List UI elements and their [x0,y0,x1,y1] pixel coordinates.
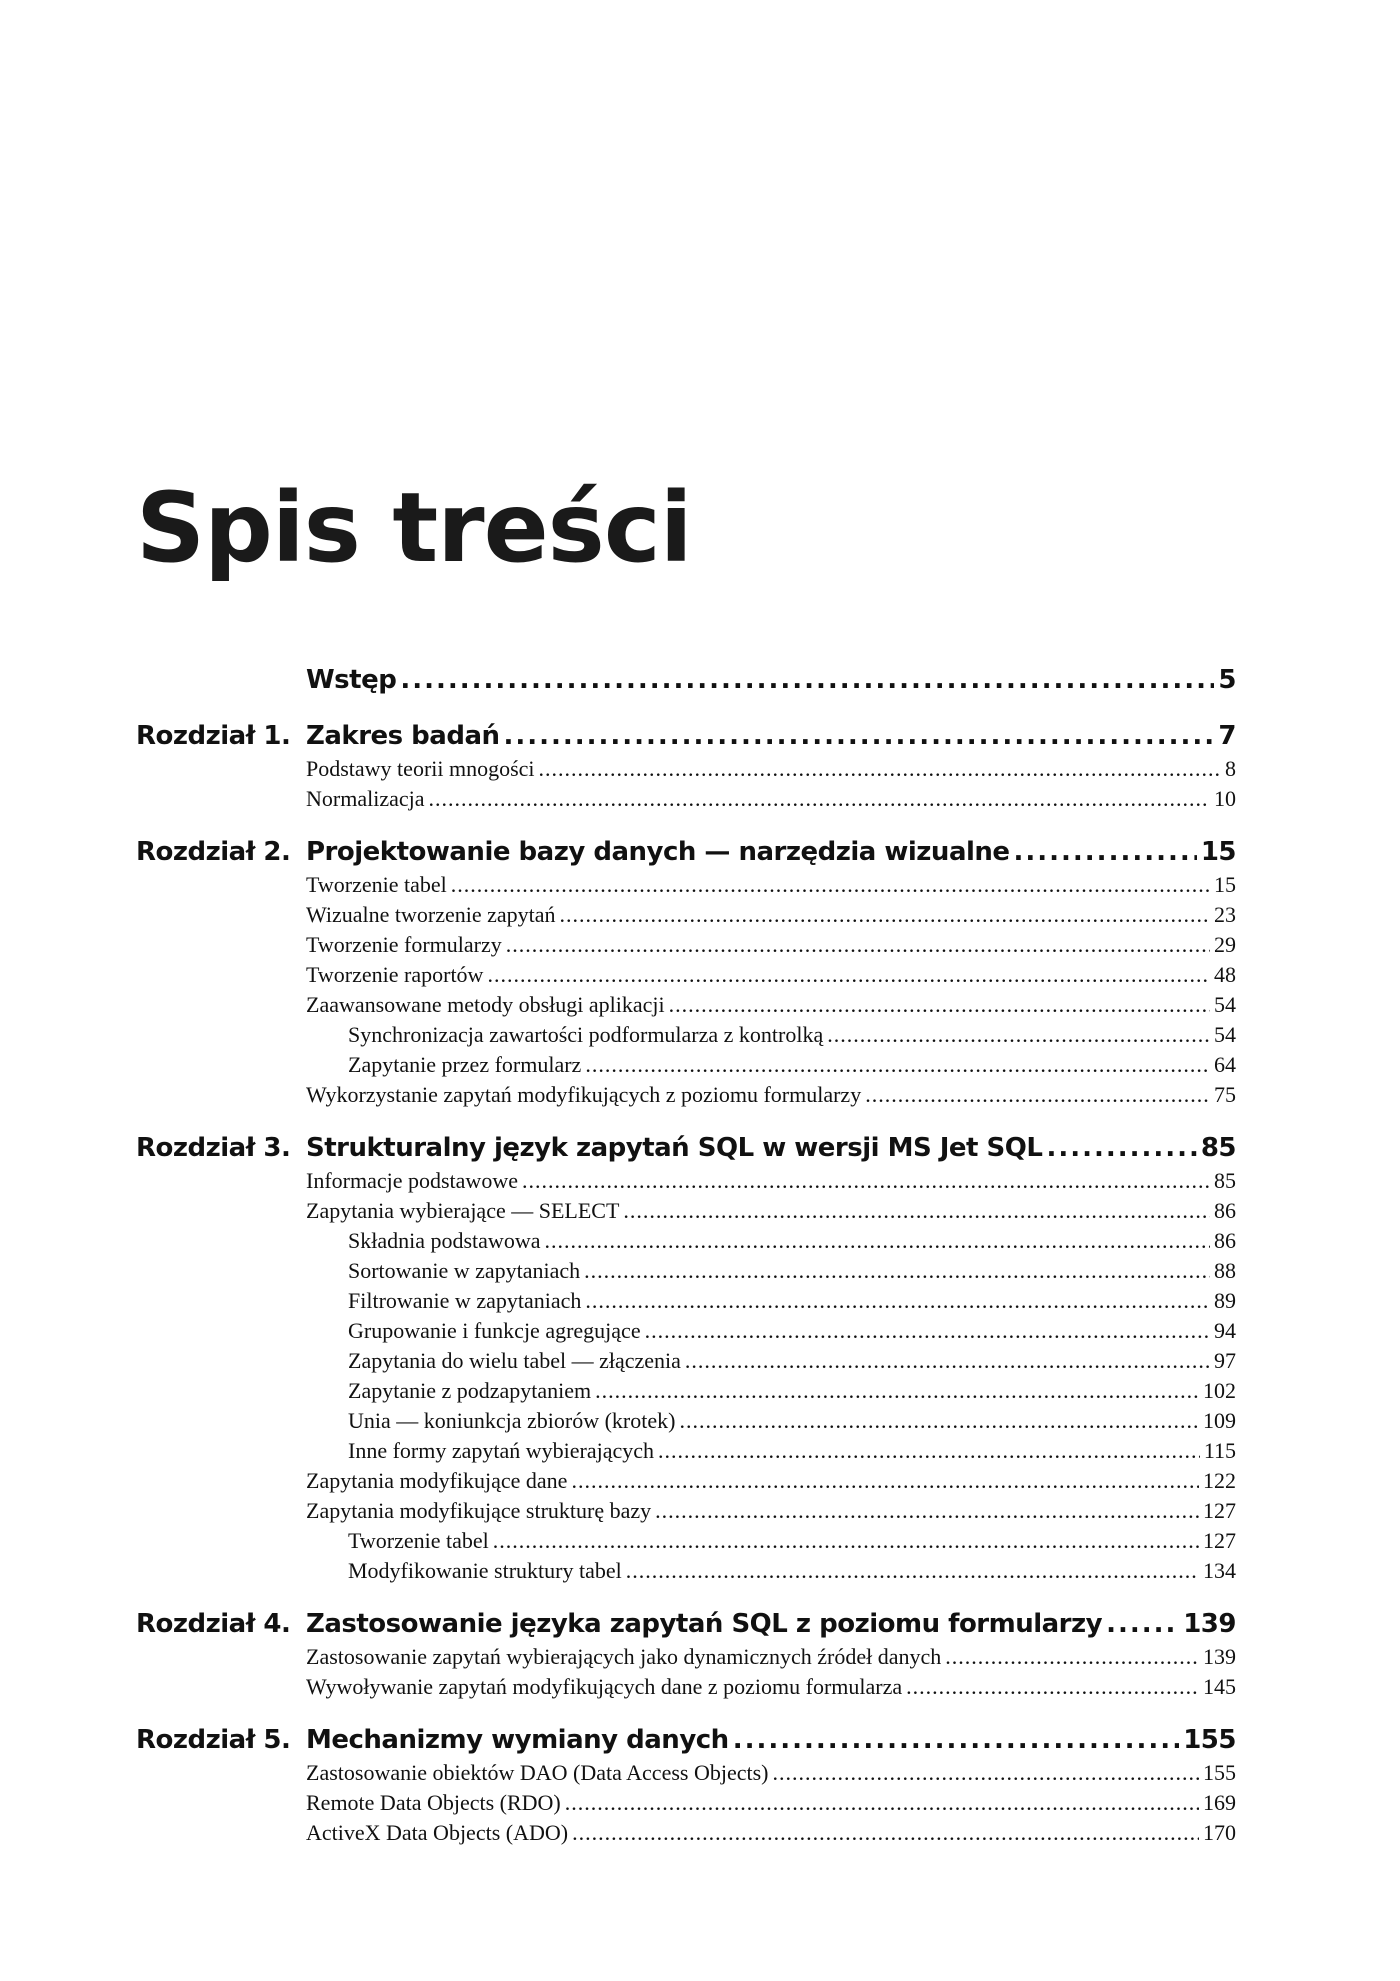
toc-chapter-row[interactable] [136,1606,1236,1642]
leader-dots [585,1050,1210,1080]
entry-text: Tworzenie tabel [348,1528,489,1553]
entry-text: Filtrowanie w zapytaniach [348,1288,582,1313]
entry-page: 145 [1203,1674,1236,1699]
entry-page: 8 [1225,756,1236,781]
chapter-label: Rozdział 2. [136,837,291,867]
chapter-label: Rozdział 1. [136,721,291,751]
chapter-title: Zakres badań [306,721,500,751]
entry-page: 169 [1203,1790,1236,1815]
entry-text: Zaawansowane metody obsługi aplikacji [306,992,665,1017]
toc-entry[interactable] [306,990,1236,1020]
leader-dots [506,930,1210,960]
toc-entry[interactable] [306,784,1236,814]
entry-page: 15 [1214,872,1236,897]
leader-dots [865,1080,1210,1110]
entry-text: Sortowanie w zapytaniach [348,1258,581,1283]
chapter-title: Projektowanie bazy danych — narzędzia wizualne [306,837,1010,867]
entry-text: Remote Data Objects (RDO) [306,1790,561,1815]
toc-entry[interactable] [306,1496,1236,1526]
toc-subentry[interactable] [348,1556,1236,1586]
entry-text: Wizualne tworzenie zapytań [306,902,556,927]
leader-dots [544,1226,1210,1256]
entry-text: Unia — koniunkcja zbiorów (krotek) [348,1408,676,1433]
table-of-contents [0,662,1400,1868]
entry-page: 170 [1203,1820,1236,1845]
leader-dots [595,1376,1199,1406]
entry-text: Grupowanie i funkcje agregujące [348,1318,641,1343]
entry-text: Zapytania do wielu tabel — złączenia [348,1348,681,1373]
leader-dots [623,1196,1210,1226]
entry-page: 85 [1214,1168,1236,1193]
leader-dots [585,1286,1210,1316]
toc-subentry[interactable] [348,1226,1236,1256]
toc-entry[interactable] [306,1758,1236,1788]
entry-page: 86 [1214,1228,1236,1253]
entry-text: Informacje podstawowe [306,1168,518,1193]
toc-entry[interactable] [306,1788,1236,1818]
toc-entry[interactable] [306,1818,1236,1848]
entry-text: Synchronizacja zawartości podformularza z kontrolką [348,1022,824,1047]
entry-text: Składnia podstawowa [348,1228,541,1253]
toc-entry[interactable] [306,1196,1236,1226]
leader-dots [772,1758,1199,1788]
chapter-page: 155 [1183,1725,1236,1755]
toc-chapter-3 [0,1130,1400,1586]
toc-chapter-1 [0,718,1400,814]
chapter-title: Zastosowanie języka zapytań SQL z poziomu formularzy [306,1609,1103,1639]
toc-entry[interactable] [306,1642,1236,1672]
toc-entry[interactable] [306,900,1236,930]
leader-dots [1046,1130,1196,1166]
toc-chapter-row[interactable] [136,1130,1236,1166]
chapter-label: Rozdział 4. [136,1609,291,1639]
leader-dots [906,1672,1199,1702]
toc-chapter-row[interactable] [136,718,1236,754]
entry-page: 10 [1214,786,1236,811]
entry-page: 97 [1214,1348,1236,1373]
entry-text: Zapytania wybierające — SELECT [306,1198,620,1223]
entry-text: Zapytanie przez formularz [348,1052,582,1077]
entry-page: 86 [1214,1198,1236,1223]
chapter-title: Strukturalny język zapytań SQL w wersji MS Jet SQL [306,1133,1043,1163]
toc-chapter-row[interactable] [136,1722,1236,1758]
toc-subentry[interactable] [348,1406,1236,1436]
toc-chapter-row[interactable] [136,834,1236,870]
leader-dots [827,1020,1210,1050]
entry-page: 54 [1214,992,1236,1017]
leader-dots [658,1436,1200,1466]
toc-subentry[interactable] [348,1050,1236,1080]
entry-page: 88 [1214,1258,1236,1283]
chapter-page: 139 [1183,1609,1236,1639]
leader-dots [560,900,1210,930]
page-title: Spis treści [136,472,692,584]
entry-text: Zapytania modyfikujące strukturę bazy [306,1498,652,1523]
toc-entry[interactable] [306,1166,1236,1196]
entry-page: 127 [1203,1498,1236,1523]
toc-entry[interactable] [306,1672,1236,1702]
toc-subentry[interactable] [348,1020,1236,1050]
entry-page: 115 [1203,1438,1236,1463]
entry-page: 122 [1203,1468,1236,1493]
leader-dots [565,1788,1199,1818]
leader-dots [429,784,1211,814]
leader-dots [945,1642,1199,1672]
toc-chapter-2 [0,834,1400,1110]
leader-dots [572,1818,1199,1848]
chapter-label: Rozdział 3. [136,1133,291,1163]
entry-page: 139 [1203,1644,1236,1669]
entry-text: ActiveX Data Objects (ADO) [306,1820,569,1845]
toc-intro [0,662,1400,698]
toc-chapter-4 [0,1606,1400,1702]
leader-dots [451,870,1210,900]
chapter-page: 85 [1200,1133,1236,1163]
chapter-page: 15 [1200,837,1236,867]
leader-dots [733,1722,1180,1758]
toc-entry[interactable] [306,754,1236,784]
entry-page: 48 [1214,962,1236,987]
toc-subentry[interactable] [348,1316,1236,1346]
entry-text: Zapytanie z podzapytaniem [348,1378,592,1403]
chapter-page: 7 [1218,721,1236,751]
toc-chapter-5 [0,1722,1400,1848]
toc-entry[interactable] [306,930,1236,960]
toc-entry[interactable] [306,1080,1236,1110]
leader-dots [1106,1606,1179,1642]
leader-dots [487,960,1210,990]
toc-intro-page: 5 [1218,665,1236,695]
entry-page: 127 [1203,1528,1236,1553]
toc-subentry[interactable] [348,1526,1236,1556]
entry-page: 102 [1203,1378,1236,1403]
leader-dots [679,1406,1199,1436]
entry-text: Tworzenie raportów [306,962,484,987]
entry-text: Wywoływanie zapytań modyfikujących dane z poziomu formularza [306,1674,903,1699]
entry-text: Podstawy teorii mnogości [306,756,535,781]
toc-entry[interactable] [306,1466,1236,1496]
entry-page: 155 [1203,1760,1236,1785]
leader-dots [1014,834,1197,870]
leader-dots [493,1526,1199,1556]
entry-page: 75 [1214,1082,1236,1107]
entry-page: 64 [1214,1052,1236,1077]
leader-dots [669,990,1210,1020]
entry-text: Inne formy zapytań wybierających [348,1438,655,1463]
entry-page: 23 [1214,902,1236,927]
entry-page: 54 [1214,1022,1236,1047]
toc-subentry[interactable] [348,1346,1236,1376]
toc-subentry[interactable] [348,1256,1236,1286]
entry-text: Tworzenie tabel [306,872,447,897]
leader-dots [626,1556,1199,1586]
leader-dots [539,754,1221,784]
toc-intro-title: Wstęp [306,665,397,695]
toc-entry[interactable] [306,870,1236,900]
entry-page: 109 [1203,1408,1236,1433]
entry-page: 89 [1214,1288,1236,1313]
leader-dots [522,1166,1210,1196]
chapter-label: Rozdział 5. [136,1725,291,1755]
entry-text: Wykorzystanie zapytań modyfikujących z poziomu formularzy [306,1082,862,1107]
leader-dots [655,1496,1199,1526]
entry-text: Zapytania modyfikujące dane [306,1468,568,1493]
leader-dots [645,1316,1210,1346]
entry-text: Zastosowanie obiektów DAO (Data Access Objects) [306,1760,769,1785]
toc-intro-row[interactable] [306,662,1236,698]
entry-text: Tworzenie formularzy [306,932,502,957]
entry-text: Modyfikowanie struktury tabel [348,1558,622,1583]
entry-text: Normalizacja [306,786,425,811]
entry-text: Zastosowanie zapytań wybierających jako dynamicznych źródeł danych [306,1644,942,1669]
leader-dots [400,662,1214,698]
leader-dots [584,1256,1210,1286]
entry-page: 94 [1214,1318,1236,1343]
toc-entry[interactable] [306,960,1236,990]
leader-dots [571,1466,1199,1496]
entry-page: 134 [1203,1558,1236,1583]
toc-subentry[interactable] [348,1286,1236,1316]
leader-dots [504,718,1215,754]
chapter-title: Mechanizmy wymiany danych [306,1725,729,1755]
toc-subentry[interactable] [348,1376,1236,1406]
toc-subentry[interactable] [348,1436,1236,1466]
entry-page: 29 [1214,932,1236,957]
leader-dots [685,1346,1210,1376]
